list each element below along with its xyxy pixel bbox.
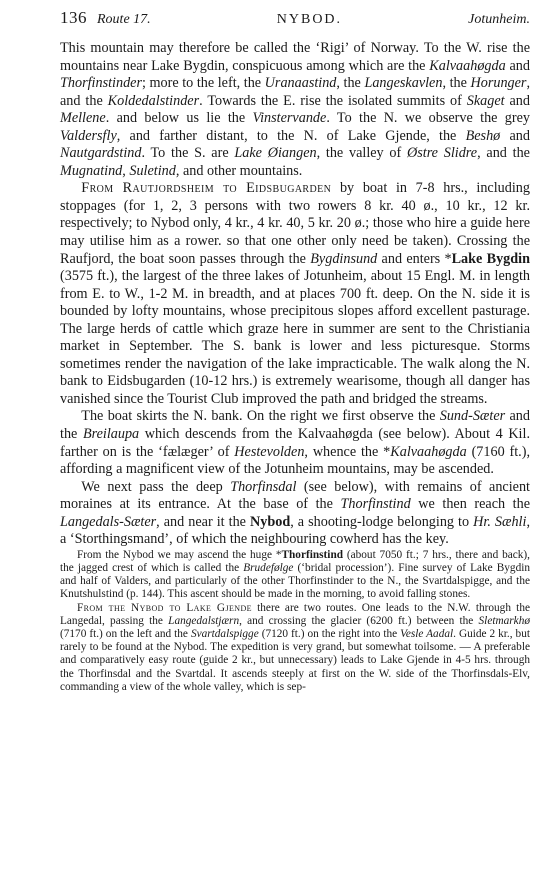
text-run: , a ‘Storthingsmand’, of which the neighbouring cowherd has the key. xyxy=(60,513,530,548)
text-run: , the valley of xyxy=(316,145,407,162)
text-run: we then reach the xyxy=(410,496,530,513)
text-run: , and the xyxy=(60,75,530,109)
italic-term: Østre Slidre xyxy=(406,145,478,162)
italic-term: Brudefølge xyxy=(243,562,294,575)
text-run: and enters * xyxy=(377,250,452,267)
text-run: and xyxy=(505,57,530,74)
text-run: . Towards the E. rise the isolated summits of xyxy=(199,92,467,109)
italic-term: Mugnatind xyxy=(60,162,123,179)
italic-term: Suletind xyxy=(129,162,176,179)
text-run: , whence the * xyxy=(304,443,391,460)
text-run: From the Nybod we may ascend the huge * xyxy=(76,548,282,561)
text-run: , a shooting-lodge belonging to xyxy=(290,513,474,530)
italic-term: Valdersfly xyxy=(60,127,117,144)
italic-term: Hr. Sæhli xyxy=(473,513,527,530)
running-title: NYBOD. xyxy=(276,12,343,27)
region-label: Jotunheim. xyxy=(468,12,530,27)
smallcaps-heading: From Rautjordsheim to Eidsbugarden xyxy=(81,180,332,197)
small-print-notes xyxy=(60,549,530,694)
text-run: (3575 ft.), the largest of the three lakes of Jotunheim, about 15 Engl. M. in length from E. to W., 1-2 M. in breadth, and at places 700 ft. deep. On the N. side it is bounded by lofty mountains, whose precipitous slopes afford excellent pasturage. The large herds of cattle which graze here in summer are sent to the Christiania market in September. The S. bank is lower and less picturesque. Storms sometimes render the navigation of the lake impracticable. The walk along the N. bank to Eidsbugarden (10-12 hrs.) is extremely wearisome, though all danger has vanished since the Tourist Club improved the path and bridged the streams. xyxy=(60,268,530,407)
text-run: by boat in 7-8 hrs., including stoppages (for 1, 2, 3 persons with two rowers 8 kr. 40 ø., 10 kr., 12 kr. respectively; to Nybod only, 4 kr., 4 kr. 40, 5 kr. 20 ø.; those who hire a guide here may utilise him as a rower. so that one other only need be taken). Crossing the Raufjord, the boat soon passes through the xyxy=(60,180,530,267)
running-header xyxy=(60,8,530,32)
text-run: , and other mountains. xyxy=(175,162,303,179)
text-run: (‘bridal procession’). Fine survey of Lake Bygdin and half of Valders, and particularly of the other Thorfinstinder to the N., the Svartdalspigge, and the Knutshulstind (p. 144). This ascent should be made in the morning, to avoid falling stones. xyxy=(60,562,531,601)
italic-term: Breilaupa xyxy=(82,426,140,443)
text-run: , the xyxy=(442,75,471,92)
italic-term: Sletmarkhø xyxy=(478,614,530,627)
page-number: 136 xyxy=(60,8,87,27)
text-run: We next pass the deep xyxy=(81,478,231,495)
text-run: The boat skirts the N. bank. On the right we first observe the xyxy=(81,408,440,425)
text-run: , xyxy=(122,162,130,179)
text-run: and xyxy=(500,127,530,144)
italic-term: Lake Øiangen xyxy=(234,145,317,162)
italic-term: Langedals-Sæter xyxy=(60,513,157,530)
text-run: (see below), with remains of ancient moraines at its entrance. At the base of the xyxy=(60,478,530,513)
paragraph xyxy=(60,408,530,478)
text-run: (about 7050 ft.; 7 hrs., there and back), the jagged crest of which is called the xyxy=(60,548,530,575)
text-run: , and the xyxy=(477,145,530,162)
italic-term: Beshø xyxy=(465,127,501,144)
page-body xyxy=(60,40,530,694)
text-run: , and farther distant, to the N. of Lake Gjende, the xyxy=(116,127,466,144)
main-text xyxy=(60,40,530,549)
italic-term: Koldedalstinder xyxy=(107,92,200,109)
text-run: . To the N. we observe the grey xyxy=(326,110,530,127)
text-run: , and near it the xyxy=(156,513,250,530)
italic-term: Uranaastind xyxy=(264,75,337,92)
italic-term: Skaget xyxy=(466,92,505,109)
italic-term: Hestevolden xyxy=(234,443,305,460)
italic-term: Bygdinsund xyxy=(310,250,378,267)
route-label: Route 17. xyxy=(97,12,151,27)
paragraph xyxy=(60,549,530,602)
paragraph xyxy=(60,180,530,408)
italic-term: Vinstervande xyxy=(252,110,327,127)
italic-term: Vesle Aadal xyxy=(400,628,454,641)
text-run: (7120 ft.) on the right into the xyxy=(258,628,401,641)
text-run: . To the S. are xyxy=(141,145,235,162)
italic-term: Kalvaahøgda xyxy=(429,57,506,74)
text-run: , the xyxy=(336,75,365,92)
text-run: . Guide 2 kr., but rarely to be found at the Nybod. The expedition is very grand, but somewhat toilsome. — A preferable and comparatively easy route (guide 2 kr., but unnecessary) leads to Lake Gjende in 4-5 hrs. through the Thorfinsdal and the Svartdal. It ascends steeply at first on the W. side of the Thorfinsdals-Elv, commanding a view of the whole valley, which is sep- xyxy=(60,628,530,693)
italic-term: Nautgardstind xyxy=(60,145,142,162)
header-left xyxy=(60,8,151,28)
text-run: and the xyxy=(60,408,530,443)
paragraph xyxy=(60,40,530,180)
text-run: there are two routes. One leads to the N.W. through the Langedal, passing the xyxy=(60,601,530,627)
italic-term: Svartdalspigge xyxy=(190,628,259,641)
paragraph xyxy=(60,479,530,549)
italic-term: Thorfinsdal xyxy=(230,478,297,495)
text-run: and xyxy=(504,92,530,109)
italic-term: Mellene xyxy=(60,110,106,127)
italic-term: Langeskavlen xyxy=(364,75,443,92)
text-run: This mountain may therefore be called the ‘Rigi’ of Norway. To the W. rise the mountains near Lake Bygdin, conspicuous among which are the xyxy=(60,40,530,74)
text-run: (7160 ft.), affording a magnificent view of the Jotunheim mountains, may be ascended. xyxy=(60,443,530,478)
text-run: , and crossing the glacier (6200 ft.) between the xyxy=(239,614,479,627)
text-run: . and below us lie the xyxy=(105,110,253,127)
italic-term: Horunger xyxy=(470,75,527,92)
italic-term: Thorfinstinder xyxy=(60,75,142,92)
bold-term: Nybod xyxy=(250,513,291,530)
italic-term: Thorfinstind xyxy=(340,496,411,513)
smallcaps-heading: From the Nybod to Lake Gjende xyxy=(76,601,252,614)
text-run: ; more to the left, the xyxy=(142,75,265,92)
bold-term: Lake Bygdin xyxy=(451,250,530,267)
italic-term: Sund-Sæter xyxy=(439,408,506,425)
text-run: which descends from the Kalvaahøgda (see below). About 4 Kil. farther on is the ‘fælæger’ of xyxy=(60,426,530,460)
bold-term: Thorfinstind xyxy=(281,548,344,561)
italic-term: Kalvaahøgda xyxy=(390,443,467,460)
text-run: (7170 ft.) on the left and the xyxy=(60,628,191,641)
italic-term: Langedalstjærn xyxy=(168,614,240,627)
paragraph xyxy=(60,602,530,694)
